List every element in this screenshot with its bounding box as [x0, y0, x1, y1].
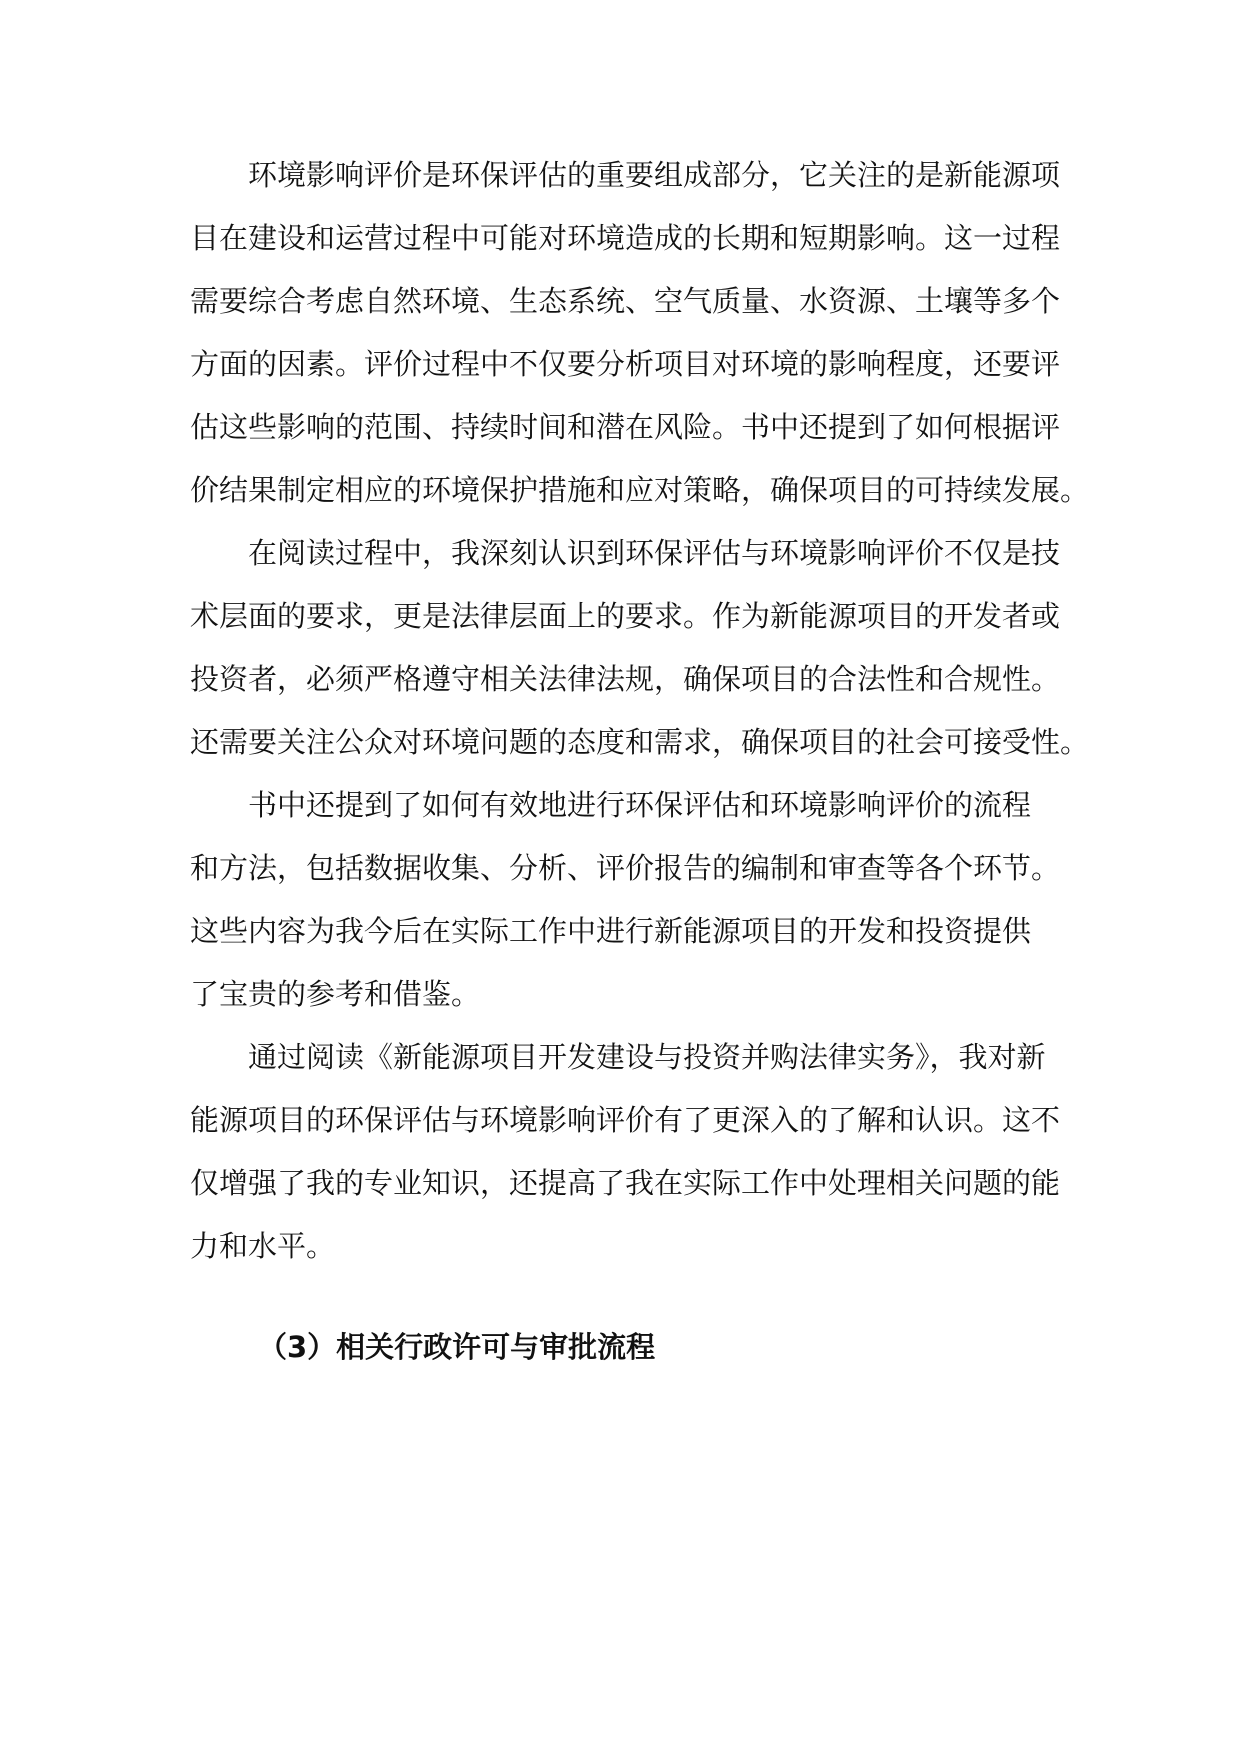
paragraph-2-line-4: 还需要关注公众对环境问题的态度和需求，确保项目的社会可接受性。 [190, 725, 1090, 759]
paragraph-3-line-1: 书中还提到了如何有效地进行环保评估和环境影响评价的流程 [248, 788, 1032, 822]
section-heading: （3）相关行政许可与审批流程 [258, 1330, 656, 1364]
paragraph-4-line-4: 力和水平。 [190, 1229, 336, 1263]
paragraph-3-line-2: 和方法，包括数据收集、分析、评价报告的编制和审查等各个环节。 [190, 851, 1061, 885]
paragraph-1-line-1: 环境影响评价是环保评估的重要组成部分，它关注的是新能源项 [248, 158, 1061, 192]
paragraph-4-line-2: 能源项目的环保评估与环境影响评价有了更深入的了解和认识。这不 [190, 1103, 1061, 1137]
paragraph-4-line-3: 仅增强了我的专业知识，还提高了我在实际工作中处理相关问题的能 [190, 1166, 1061, 1200]
paragraph-1-line-3: 需要综合考虑自然环境、生态系统、空气质量、水资源、土壤等多个 [190, 284, 1061, 318]
paragraph-3-line-3: 这些内容为我今后在实际工作中进行新能源项目的开发和投资提供 [190, 914, 1032, 948]
paragraph-1-line-6: 价结果制定相应的环境保护措施和应对策略，确保项目的可持续发展。 [190, 473, 1090, 507]
paragraph-2-line-1: 在阅读过程中，我深刻认识到环保评估与环境影响评价不仅是技 [248, 536, 1061, 570]
paragraph-1-line-4: 方面的因素。评价过程中不仅要分析项目对环境的影响程度，还要评 [190, 347, 1061, 381]
paragraph-3-line-4: 了宝贵的参考和借鉴。 [190, 977, 481, 1011]
paragraph-1-line-2: 目在建设和运营过程中可能对环境造成的长期和短期影响。这一过程 [190, 221, 1061, 255]
paragraph-4-line-1: 通过阅读《新能源项目开发建设与投资并购法律实务》，我对新 [248, 1040, 1046, 1074]
paragraph-2-line-3: 投资者，必须严格遵守相关法律法规，确保项目的合法性和合规性。 [190, 662, 1061, 696]
paragraph-2-line-2: 术层面的要求，更是法律层面上的要求。作为新能源项目的开发者或 [190, 599, 1061, 633]
paragraph-1-line-5: 估这些影响的范围、持续时间和潜在风险。书中还提到了如何根据评 [190, 410, 1061, 444]
